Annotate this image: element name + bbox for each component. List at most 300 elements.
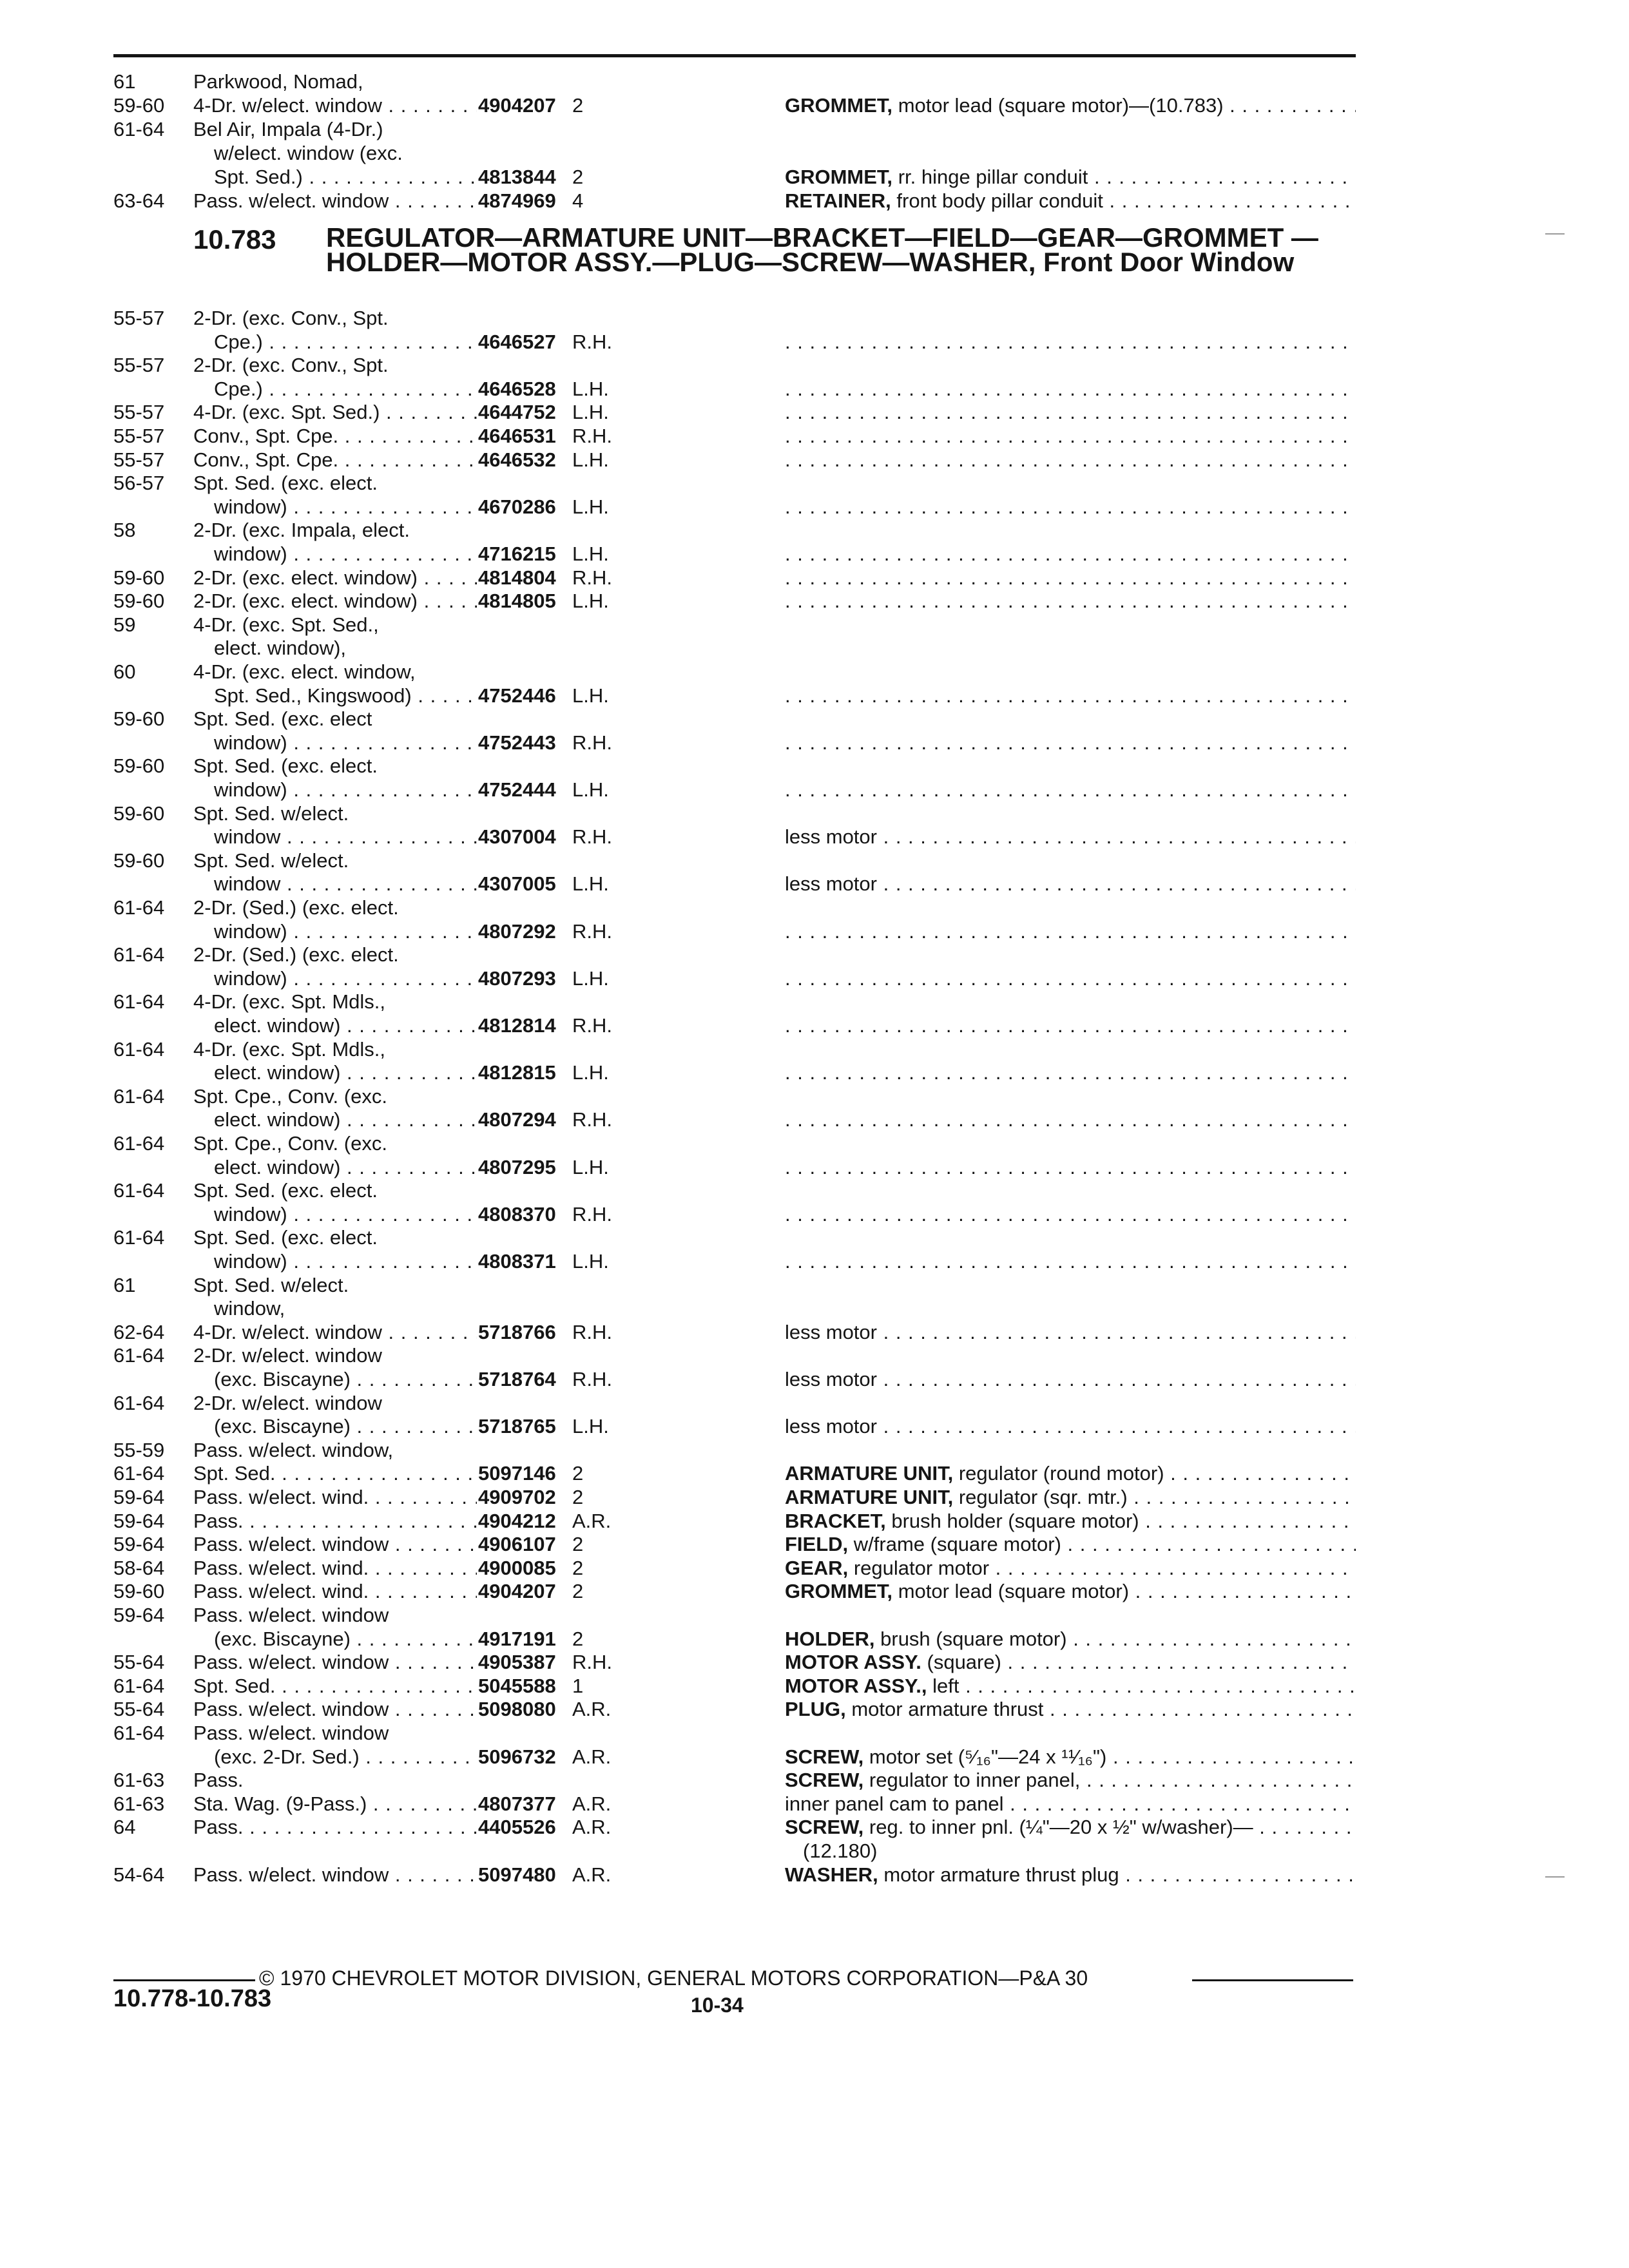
- part-name: GEAR,: [785, 1557, 849, 1579]
- part-name: RETAINER,: [785, 189, 891, 212]
- part-name: GROMMET,: [785, 1580, 893, 1602]
- quantity: R.H.: [572, 1651, 612, 1673]
- year-range: 61-64: [113, 1132, 165, 1155]
- vehicle-description: Spt. Sed. (exc. elect.: [193, 472, 378, 494]
- vehicle-description: window) . . .: [214, 542, 477, 566]
- part-name: MOTOR ASSY.: [785, 1651, 921, 1673]
- part-number: 4807377: [478, 1792, 556, 1815]
- page-number: 10-34: [691, 1994, 744, 2017]
- quantity: L.H.: [572, 495, 609, 518]
- quantity: A.R.: [572, 1816, 612, 1838]
- part-number: 4900085: [478, 1557, 556, 1579]
- vehicle-description: Pass. w/elect. window,: [193, 1439, 394, 1461]
- list-item: [0, 117, 1629, 142]
- quantity: L.H.: [572, 590, 609, 612]
- part-number: 5718765: [478, 1415, 556, 1437]
- table-row: [0, 1414, 1629, 1439]
- part-detail: regulator motor: [853, 1557, 990, 1579]
- table-row: [0, 1650, 1629, 1675]
- table-row: [0, 1485, 1629, 1510]
- vehicle-description: Sta. Wag. (9-Pass.) . . .: [193, 1792, 477, 1816]
- year-range: 58-64: [113, 1557, 165, 1579]
- part-name: ARMATURE UNIT,: [785, 1462, 954, 1485]
- quantity: 4: [572, 189, 584, 212]
- part-remark: [785, 165, 1356, 189]
- vehicle-description: window) . . .: [214, 778, 477, 802]
- table-row: [0, 1792, 1629, 1816]
- vehicle-description: Spt. Sed. w/elect.: [193, 802, 349, 825]
- vehicle-description: Pass. w/elect. window: [193, 1604, 389, 1626]
- vehicle-description: 2-Dr. (exc. elect. window) . . .: [193, 566, 477, 590]
- table-row: [0, 731, 1629, 755]
- table-row: [0, 966, 1629, 991]
- quantity: R.H.: [572, 1014, 612, 1037]
- table-row: [0, 495, 1629, 519]
- vehicle-description: window) . . .: [214, 966, 477, 991]
- part-number: 4307005: [478, 872, 556, 895]
- list-item: [0, 93, 1629, 118]
- quantity: 2: [572, 166, 584, 188]
- part-detail: regulator to inner panel,: [869, 1769, 1081, 1791]
- year-range: 60: [113, 660, 136, 683]
- table-row: [0, 518, 1629, 543]
- table-row: [0, 754, 1629, 778]
- table-row: [0, 1768, 1629, 1792]
- vehicle-description: Cpe.) . . .: [214, 330, 477, 354]
- quantity: L.H.: [572, 967, 609, 990]
- year-range: 61-64: [113, 1462, 165, 1485]
- part-remark: [785, 1202, 1356, 1227]
- part-name: SCREW,: [785, 1769, 864, 1791]
- year-range: 61: [113, 1274, 136, 1296]
- vehicle-description: Pass. . . .: [193, 1815, 477, 1840]
- part-remark: [785, 1745, 1356, 1769]
- vehicle-description: 2-Dr. (Sed.) (exc. elect.: [193, 896, 399, 919]
- part-remark: [785, 1461, 1356, 1486]
- table-row: [0, 802, 1629, 826]
- part-remark: [785, 1768, 1356, 1792]
- table-row: [0, 1108, 1629, 1132]
- table-row: [0, 306, 1629, 331]
- part-number: 4646528: [478, 378, 556, 400]
- table-row: [0, 1296, 1629, 1321]
- vehicle-description: 2-Dr. (Sed.) (exc. elect.: [193, 943, 399, 966]
- part-number: 5097480: [478, 1863, 556, 1886]
- vehicle-description: Spt. Sed. (exc. elect.: [193, 754, 378, 777]
- part-number: 4646527: [478, 331, 556, 353]
- vehicle-description: Pass. w/elect. window . . .: [193, 1532, 477, 1557]
- vehicle-description: Spt. Sed. . . .: [193, 1674, 477, 1698]
- quantity: 1: [572, 1675, 584, 1697]
- part-number: 4670286: [478, 495, 556, 518]
- vehicle-description: elect. window),: [214, 637, 347, 659]
- year-range: 59-60: [113, 802, 165, 825]
- part-detail: less motor: [785, 825, 877, 848]
- year-range: 61-64: [113, 1722, 165, 1744]
- quantity: 2: [572, 1462, 584, 1485]
- part-name: BRACKET,: [785, 1510, 886, 1532]
- quantity: A.R.: [572, 1510, 612, 1532]
- year-range: 61: [113, 70, 136, 93]
- part-number: 4646531: [478, 425, 556, 447]
- year-range: 59-64: [113, 1486, 165, 1508]
- part-remark: [785, 1061, 1356, 1085]
- part-number: 5718764: [478, 1368, 556, 1390]
- table-row: [0, 353, 1629, 378]
- vehicle-description: w/elect. window (exc.: [214, 142, 403, 164]
- part-detail: motor lead (square motor)—(10.783): [898, 94, 1224, 117]
- table-row: [0, 1084, 1629, 1109]
- part-remark: [785, 542, 1356, 566]
- table-row: [0, 1155, 1629, 1180]
- vehicle-description: window) . . .: [214, 495, 477, 519]
- year-range: 59-60: [113, 754, 165, 777]
- quantity: L.H.: [572, 1250, 609, 1273]
- part-remark: [785, 93, 1356, 118]
- table-row: [0, 1556, 1629, 1581]
- part-number: 4646532: [478, 448, 556, 471]
- part-number: 5718766: [478, 1321, 556, 1343]
- part-remark: [785, 1697, 1356, 1722]
- table-row: [0, 1131, 1629, 1156]
- year-range: 61-64: [113, 990, 165, 1013]
- part-detail: brush holder (square motor): [891, 1510, 1139, 1532]
- quantity: R.H.: [572, 331, 612, 353]
- part-remark: [785, 495, 1356, 519]
- year-range: 59-64: [113, 1510, 165, 1532]
- table-row: [0, 1721, 1629, 1745]
- part-name: GROMMET,: [785, 94, 893, 117]
- scan-mark: [1545, 1876, 1565, 1878]
- part-remark: [785, 825, 1356, 849]
- part-remark: [785, 778, 1356, 802]
- vehicle-description: (exc. Biscayne) . . .: [214, 1414, 477, 1439]
- year-range: 61-64: [113, 1226, 165, 1249]
- list-item: [0, 70, 1629, 94]
- part-remark: [785, 731, 1356, 755]
- vehicle-description: (exc. 2-Dr. Sed.) . . .: [214, 1745, 477, 1769]
- vehicle-description: Spt. Sed.) . . .: [214, 165, 477, 189]
- vehicle-description: window,: [214, 1297, 285, 1320]
- vehicle-description: 2-Dr. w/elect. window: [193, 1392, 382, 1414]
- part-remark: [785, 424, 1356, 448]
- part-number: 4807293: [478, 967, 556, 990]
- vehicle-description: Spt. Sed. (exc. elect.: [193, 1179, 378, 1202]
- year-range: 61-64: [113, 1392, 165, 1414]
- part-remark: [785, 1579, 1356, 1604]
- vehicle-description: 2-Dr. w/elect. window: [193, 1344, 382, 1367]
- table-row: [0, 1627, 1629, 1651]
- table-row: [0, 589, 1629, 613]
- table-row: [0, 613, 1629, 637]
- part-name: PLUG,: [785, 1698, 846, 1720]
- table-row: [0, 636, 1629, 660]
- vehicle-description: Spt. Sed. (exc. elect: [193, 707, 372, 730]
- table-row: [0, 471, 1629, 495]
- part-number: 4812814: [478, 1014, 556, 1037]
- table-row: [0, 990, 1629, 1014]
- quantity: R.H.: [572, 825, 612, 848]
- table-row: [0, 1249, 1629, 1274]
- part-remark: [785, 1509, 1356, 1533]
- part-remark: [785, 1414, 1356, 1439]
- part-number: 4808370: [478, 1203, 556, 1225]
- part-number: 5097146: [478, 1462, 556, 1485]
- part-detail: rr. hinge pillar conduit: [898, 166, 1088, 188]
- quantity: L.H.: [572, 684, 609, 707]
- vehicle-description: 2-Dr. (exc. Conv., Spt.: [193, 307, 389, 329]
- year-range: 56-57: [113, 472, 165, 494]
- table-row: [0, 707, 1629, 731]
- part-number: 4814804: [478, 566, 556, 589]
- quantity: A.R.: [572, 1792, 612, 1815]
- part-remark: [785, 1792, 1356, 1816]
- table-row: [0, 1225, 1629, 1250]
- part-remark: [785, 1014, 1356, 1038]
- section-title: REGULATOR—ARMATURE UNIT—BRACKET—FIELD—GEAR—GROMMET —HOLDER—MOTOR ASSY.—PLUG—SCREW—WASHER, Front Door Window: [326, 222, 1318, 277]
- part-detail: motor armature thrust plug: [883, 1863, 1119, 1886]
- table-row: [0, 377, 1629, 401]
- quantity: R.H.: [572, 1321, 612, 1343]
- part-number: 4808371: [478, 1250, 556, 1273]
- quantity: L.H.: [572, 778, 609, 801]
- quantity: R.H.: [572, 1368, 612, 1390]
- part-number: 4812815: [478, 1061, 556, 1084]
- year-range: 59-60: [113, 1580, 165, 1602]
- quantity: A.R.: [572, 1698, 612, 1720]
- vehicle-description: Conv., Spt. Cpe. . . .: [193, 448, 477, 472]
- quantity: 2: [572, 1533, 584, 1555]
- part-number: 4752446: [478, 684, 556, 707]
- vehicle-description: elect. window) . . .: [214, 1155, 477, 1180]
- part-detail: motor armature thrust: [851, 1698, 1044, 1720]
- table-row: [0, 1343, 1629, 1368]
- footer-rule: [1192, 1979, 1353, 1981]
- table-row: [0, 1745, 1629, 1769]
- vehicle-description: Pass. w/elect. window . . .: [193, 189, 477, 213]
- vehicle-description: Spt. Sed., Kingswood) . . .: [214, 684, 477, 708]
- part-name: SCREW,: [785, 1816, 864, 1838]
- list-item: [0, 165, 1629, 189]
- part-number: 4813844: [478, 166, 556, 188]
- part-remark: [785, 1863, 1356, 1887]
- vehicle-description: Pass. w/elect. window: [193, 1722, 389, 1744]
- table-row: [0, 448, 1629, 472]
- part-remark: [785, 919, 1356, 944]
- vehicle-description: Spt. Sed. (exc. elect.: [193, 1226, 378, 1249]
- vehicle-description: 4-Dr. w/elect. window . . .: [193, 1320, 477, 1345]
- vehicle-description: 4-Dr. (exc. Spt. Sed.,: [193, 613, 379, 636]
- vehicle-description: Spt. Sed. . . .: [193, 1461, 477, 1486]
- vehicle-description: elect. window) . . .: [214, 1108, 477, 1132]
- year-range: 58: [113, 519, 136, 541]
- year-range: 55-64: [113, 1651, 165, 1673]
- quantity: 2: [572, 1580, 584, 1602]
- vehicle-description: Spt. Sed. w/elect.: [193, 1274, 349, 1296]
- part-remark: [785, 400, 1356, 425]
- vehicle-description: Spt. Cpe., Conv. (exc.: [193, 1132, 387, 1155]
- table-row: [0, 849, 1629, 873]
- part-number: 4752443: [478, 731, 556, 754]
- quantity: R.H.: [572, 1203, 612, 1225]
- vehicle-description: Cpe.) . . .: [214, 377, 477, 401]
- table-row: [0, 919, 1629, 944]
- table-row: [0, 1839, 1629, 1863]
- year-range: 59-60: [113, 94, 165, 117]
- vehicle-description: Pass. w/elect. wind. . . .: [193, 1556, 477, 1581]
- table-row: [0, 1815, 1629, 1840]
- table-row: [0, 660, 1629, 684]
- copyright-line: © 1970 CHEVROLET MOTOR DIVISION, GENERAL MOTORS CORPORATION—P&A 30: [259, 1966, 1088, 1990]
- table-row: [0, 1863, 1629, 1887]
- part-remark: [785, 684, 1356, 708]
- part-detail: (12.180): [803, 1840, 878, 1862]
- part-number: 5098080: [478, 1698, 556, 1720]
- year-range: 59-64: [113, 1533, 165, 1555]
- part-number: 4874969: [478, 189, 556, 212]
- table-row: [0, 1014, 1629, 1038]
- part-number: 4807294: [478, 1108, 556, 1131]
- part-name: SCREW,: [785, 1745, 864, 1768]
- part-number: 4814805: [478, 590, 556, 612]
- table-row: [0, 1320, 1629, 1345]
- vehicle-description: Spt. Sed. w/elect.: [193, 849, 349, 872]
- table-row: [0, 1273, 1629, 1298]
- vehicle-description: (exc. Biscayne) . . .: [214, 1627, 477, 1651]
- year-range: 55-57: [113, 448, 165, 471]
- part-detail: motor lead (square motor): [898, 1580, 1130, 1602]
- quantity: R.H.: [572, 425, 612, 447]
- part-number: 4716215: [478, 543, 556, 565]
- quantity: L.H.: [572, 543, 609, 565]
- table-row: [0, 1674, 1629, 1698]
- part-remark: [785, 566, 1356, 590]
- part-remark: [785, 1815, 1356, 1840]
- year-range: 61-64: [113, 1179, 165, 1202]
- table-row: [0, 1603, 1629, 1628]
- quantity: R.H.: [572, 731, 612, 754]
- vehicle-description: 2-Dr. (exc. Impala, elect.: [193, 519, 410, 541]
- vehicle-description: window . . .: [214, 825, 477, 849]
- quantity: 2: [572, 1628, 584, 1650]
- part-name: MOTOR ASSY.,: [785, 1675, 927, 1697]
- quantity: 2: [572, 94, 584, 117]
- quantity: L.H.: [572, 872, 609, 895]
- vehicle-description: (exc. Biscayne) . . .: [214, 1367, 477, 1392]
- part-remark: [785, 1627, 1356, 1651]
- section-number: 10.783: [193, 224, 276, 255]
- part-number: 4644752: [478, 401, 556, 423]
- year-range: 59-60: [113, 849, 165, 872]
- year-range: 55-57: [113, 307, 165, 329]
- part-detail: left: [932, 1675, 959, 1697]
- part-remark: [785, 1650, 1356, 1675]
- vehicle-description: 2-Dr. (exc. elect. window) . . .: [193, 589, 477, 613]
- part-name: HOLDER,: [785, 1628, 875, 1650]
- part-name: GROMMET,: [785, 166, 893, 188]
- part-detail: reg. to inner pnl. (¼"—20 x ½" w/washer)—: [869, 1816, 1253, 1838]
- part-remark: [785, 1532, 1356, 1557]
- part-remark: [803, 1839, 1374, 1863]
- quantity: L.H.: [572, 1061, 609, 1084]
- part-remark: [785, 377, 1356, 401]
- year-range: 61-64: [113, 1038, 165, 1061]
- table-row: [0, 424, 1629, 448]
- table-row: [0, 542, 1629, 566]
- year-range: 59-60: [113, 566, 165, 589]
- part-remark: [785, 1485, 1356, 1510]
- part-remark: [785, 330, 1356, 354]
- scan-mark: [1545, 233, 1565, 235]
- year-range: 59: [113, 613, 136, 636]
- part-detail: motor set (⁵⁄₁₆"—24 x ¹¹⁄₁₆"): [869, 1745, 1107, 1768]
- vehicle-description: Pass. w/elect. wind. . . .: [193, 1485, 477, 1510]
- part-remark: [785, 1674, 1356, 1698]
- year-range: 61-64: [113, 943, 165, 966]
- quantity: L.H.: [572, 401, 609, 423]
- vehicle-description: window) . . .: [214, 1202, 477, 1227]
- part-detail: (square): [927, 1651, 1001, 1673]
- part-detail: less motor: [785, 1321, 877, 1343]
- year-range: 55-59: [113, 1439, 165, 1461]
- table-row: [0, 872, 1629, 896]
- part-number: 4904212: [478, 1510, 556, 1532]
- table-row: [0, 943, 1629, 967]
- table-row: [0, 1509, 1629, 1533]
- vehicle-description: window) . . .: [214, 919, 477, 944]
- table-row: [0, 1367, 1629, 1392]
- table-row: [0, 1532, 1629, 1557]
- top-rule: [113, 54, 1356, 57]
- table-row: [0, 684, 1629, 708]
- year-range: 61-63: [113, 1769, 165, 1791]
- part-remark: [785, 1556, 1356, 1581]
- vehicle-description: Pass. w/elect. window . . .: [193, 1697, 477, 1722]
- part-detail: less motor: [785, 872, 877, 895]
- quantity: R.H.: [572, 920, 612, 943]
- year-range: 55-64: [113, 1698, 165, 1720]
- year-range: 59-64: [113, 1604, 165, 1626]
- vehicle-description: window) . . .: [214, 1249, 477, 1274]
- vehicle-description: Pass. w/elect. wind. . . .: [193, 1579, 477, 1604]
- part-number: 4807295: [478, 1156, 556, 1178]
- part-remark: [785, 966, 1356, 991]
- year-range: 55-57: [113, 354, 165, 376]
- vehicle-description: 4-Dr. w/elect. window . . .: [193, 93, 477, 118]
- vehicle-description: elect. window) . . .: [214, 1014, 477, 1038]
- part-remark: [785, 1320, 1356, 1345]
- part-detail: less motor: [785, 1368, 877, 1390]
- vehicle-description: Parkwood, Nomad,: [193, 70, 363, 93]
- year-range: 61-64: [113, 896, 165, 919]
- part-number: 4906107: [478, 1533, 556, 1555]
- part-number: 4904207: [478, 94, 556, 117]
- part-remark: [785, 448, 1356, 472]
- table-row: [0, 1391, 1629, 1416]
- year-range: 61-64: [113, 118, 165, 140]
- part-detail: less motor: [785, 1415, 877, 1437]
- part-number: 4307004: [478, 825, 556, 848]
- quantity: 2: [572, 1486, 584, 1508]
- part-number: 4917191: [478, 1628, 556, 1650]
- vehicle-description: 4-Dr. (exc. Spt. Mdls.,: [193, 1038, 386, 1061]
- part-number: 4405526: [478, 1816, 556, 1838]
- vehicle-description: 4-Dr. (exc. Spt. Mdls.,: [193, 990, 386, 1013]
- part-remark: [785, 189, 1356, 213]
- year-range: 59-60: [113, 707, 165, 730]
- part-detail: regulator (round motor): [958, 1462, 1164, 1485]
- part-remark: [785, 1249, 1356, 1274]
